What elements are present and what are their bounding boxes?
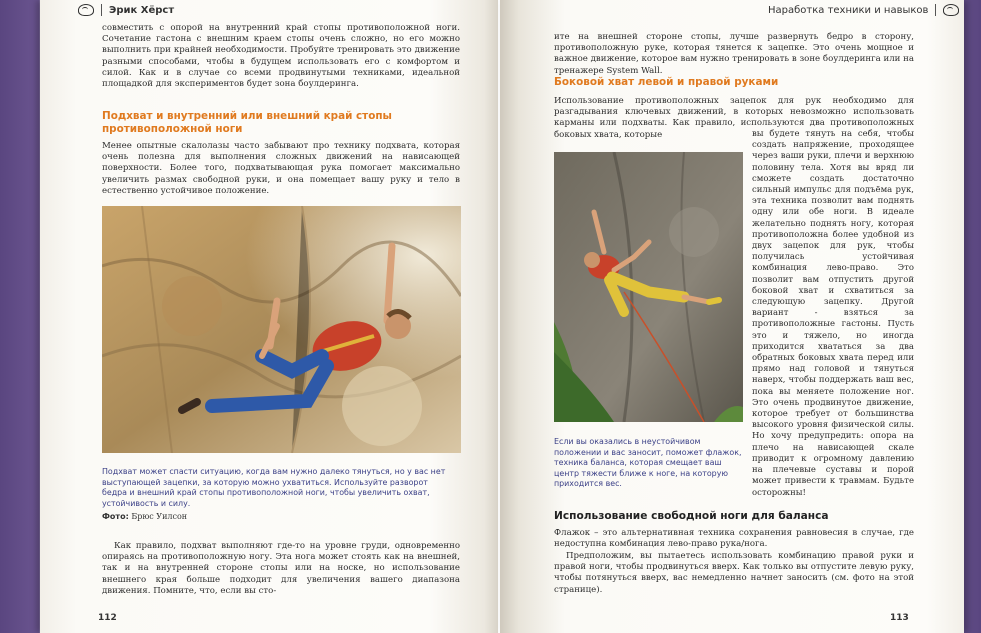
mountain-logo-icon — [943, 4, 959, 16]
mountain-logo-icon — [78, 4, 94, 16]
photo-credit-name: Брюс Уилсон — [131, 512, 188, 521]
right-page — [500, 0, 964, 633]
left-header — [78, 0, 174, 20]
right-paragraph-1: ите на внешней стороне стопы, лучше развернуть бедро в сторону, противоположную руке, которая тянется к зацепке. Это очень мощное и важное движение, которое вам нужно тренировать в зоне боулдеринга или на тренажере System Wall. — [554, 32, 914, 76]
left-paragraph-2: Менее опытные скалолазы часто забывают про технику подхвата, которая очень полезна для выполнения сложных движений на нависающей поверхности. Более того, подхватывающая рука помогает максимально увеличить размах свободной руки, и она помещает вашу руку и тело в естественно устойчивое положение. — [102, 141, 460, 196]
right-paragraph-3: Флажок – это альтернативная техника сохранения равновесия в случае, где недоступна комбинация лево-право рука/нога. — [554, 528, 914, 550]
right-paragraph-4: Предположим, вы пытаетесь использовать комбинацию правой руки и правой ноги, чтобы продвинуться вверх. Как только вы отпустите левую руку, чтобы потянуться вверх, вас немедленно начнет заносить (см. фото на этой странице). — [554, 551, 914, 595]
section-title: Наработка техники и навыков — [768, 4, 929, 16]
author-name: Эрик Хёрст — [109, 4, 175, 16]
left-page-number: 112 — [98, 613, 117, 623]
right-photo-caption: Если вы оказались в неустойчивом положении и вас заносит, поможет флажок, техника баланса, которая смещает ваш центр тяжести ближе к ноге, на которую приходится вес. — [554, 437, 742, 489]
photo-credit-label: Фото: — [102, 512, 129, 521]
climber-side-pull-photo — [554, 152, 743, 422]
right-header — [768, 0, 959, 20]
left-page — [40, 0, 498, 633]
photo-credit — [102, 512, 402, 523]
right-heading-1: Боковой хват левой и правой руками — [554, 76, 779, 88]
left-photo-caption: Подхват может спасти ситуацию, когда вам нужно далеко тянуться, но у вас нет выступающей зацепки, за которую можно ухватиться. Используйте разворот бедра и внешний край стопы противоположной ноги, чтобы увеличить охват, устойчивость и силу. — [102, 467, 446, 508]
right-heading-2: Использование свободной ноги для баланса — [554, 510, 829, 522]
right-page-number: 113 — [890, 613, 909, 623]
header-divider — [935, 4, 936, 16]
header-divider — [101, 4, 102, 16]
left-paragraph-1: совместить с опорой на внутренний край стопы противоположной ноги. Сочетание гастона с внешним краем стопы очень сложно, но его можно выполнить при крайней необходимости. Пробуйте тренировать это движение разными способами, чтобы в будущем использовать его с комфортом и силой. Как и в случае со всеми продвинутыми техниками, идеальной площадкой для экспериментов будет зона боулдеринга. — [102, 23, 460, 90]
left-paragraph-3: Как правило, подхват выполняют где-то на уровне груди, одновременно опираясь на противоположную ногу. Эта нога может стоять как на внешней, так и на внутренней стороне стопы или на носке, но использование внешнего края больше подходит для увеличения вашего диапазона движения. Помните, что, если вы сто- — [102, 541, 460, 596]
right-paragraph-2-top: Использование противоположных зацепок для рук необходимо для разгадывания ключевых движений, в которых невозможно использовать карманы или подхваты. Как правило, используются два противоположных боковых хвата, которые — [554, 96, 914, 140]
climber-undercling-photo — [102, 206, 461, 453]
left-heading: Подхват и внутренний или внешний край стопы противоположной ноги — [102, 110, 392, 135]
right-paragraph-2-side: вы будете тянуть на себя, чтобы создать напряжение, проходящее через ваши руки, плечи и верхнюю половину тела. Хотя вы вряд ли сможете создать достаточно сильный импульс для подъёма рук, эта техника позволит вам поднять одну или обе ноги. В идеале желательно поднять ногу, которая противоположна более удобной из двух зацепок для рук, чтобы получилась устойчивая комбинация лево-право. Это позволит вам отпустить другой боковой хват и схватиться за следующую зацепку. Другой вариант - взяться за противоположные гастоны. Пусть это и тяжело, но иногда приходится хвататься за два обратных боковых хвата перед или прямо над головой и тянуться наверх, чтобы поддержать ваш вес, пока вы меняете положение ног. Это очень продвинутое движение, которое требует от большинства высокого уровня физической силы. Но хочу предупредить: опора на плечо на нависающей скале приводит к огромному давлению на плечевые суставы и порой может привести к травмам. Будьте осторожны! — [752, 129, 914, 498]
